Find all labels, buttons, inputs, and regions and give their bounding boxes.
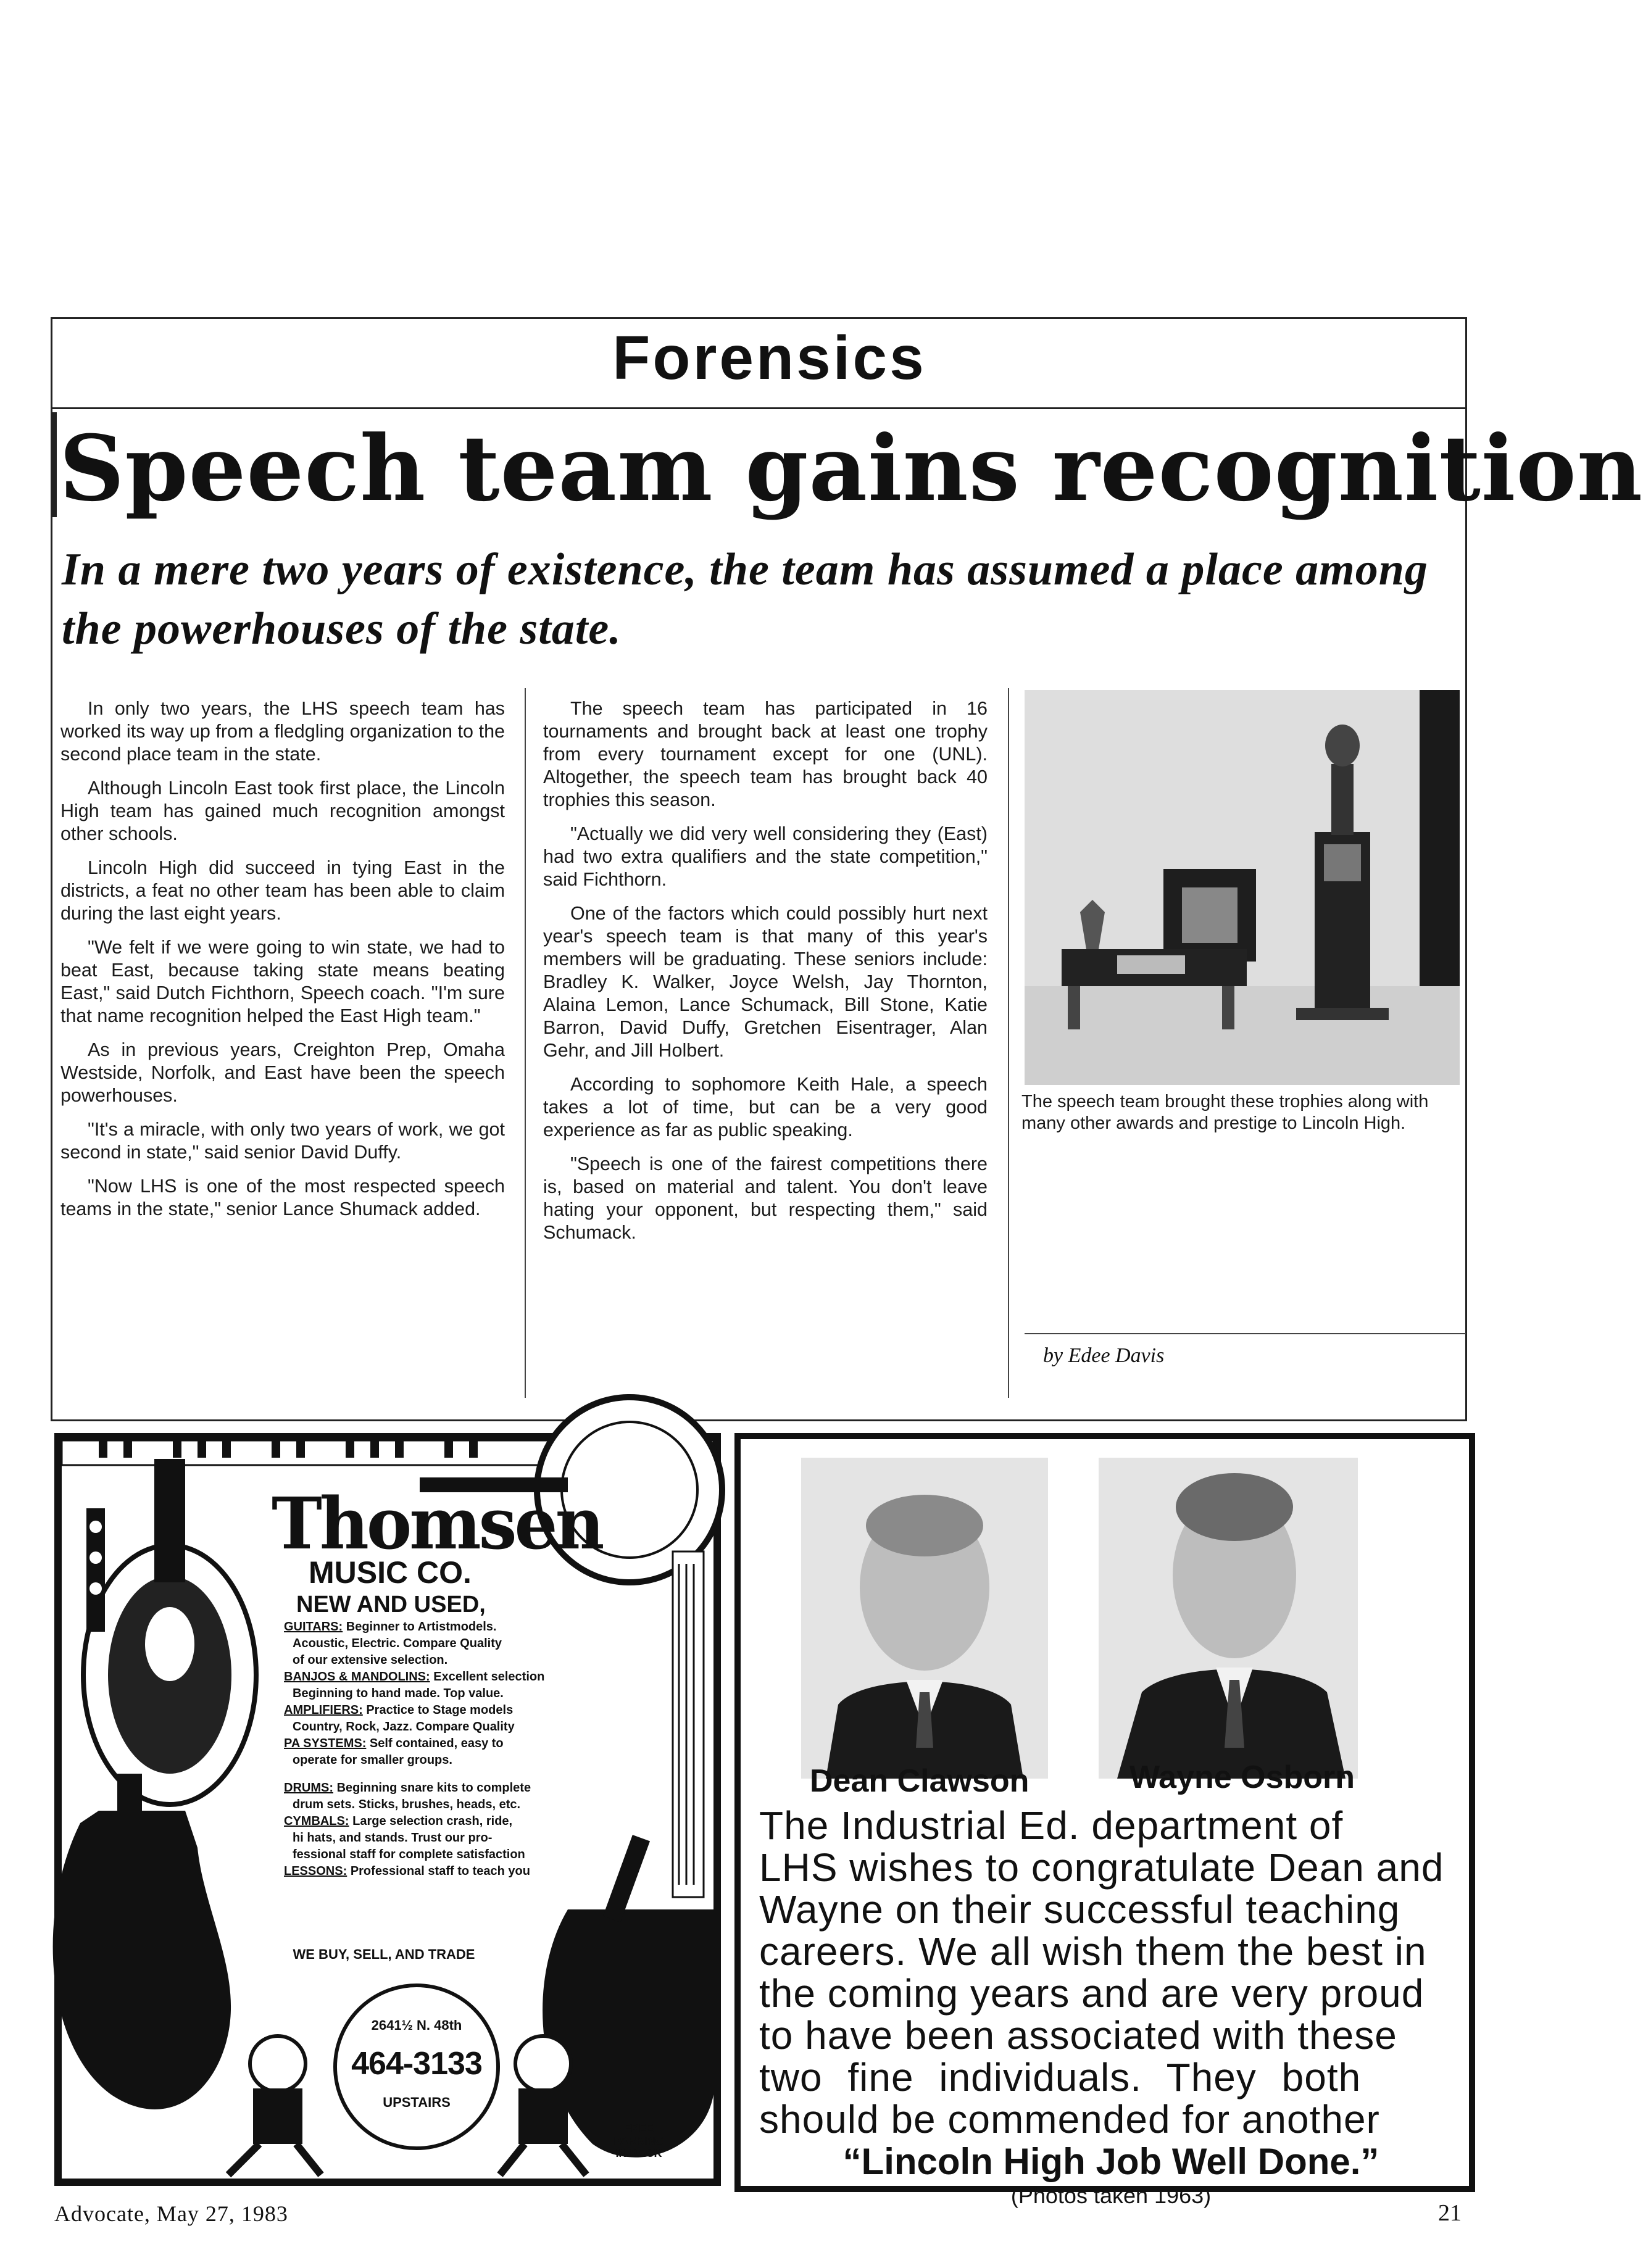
photo-date-note: (Photos taken 1963) [1010,2183,1212,2208]
section-title: Forensics [612,323,926,393]
thomsen-list-item [284,1830,667,1846]
thomsen-list-item [284,1619,667,1635]
article-bottom-rule [51,1419,1467,1421]
thomsen-list-item [284,1703,667,1718]
trophy-photo [1025,690,1460,1085]
name-dean: Dean Clawson [810,1763,1029,1799]
paragraph: Although Lincoln East took first place, the Lincoln High team has gained much recognition amongst other schools. [60,778,505,844]
text-line: should be commended for another [759,2097,1380,2141]
thomsen-list-label: GUITARS: [284,1620,343,1634]
thomsen-list-label: DRUMS: [284,1781,333,1795]
thomsen-list-text: Beginning snare kits to complete [336,1781,531,1795]
thomsen-list-text: Practice to Stage models [366,1703,514,1717]
thomsen-list-item [284,1719,667,1735]
paragraph: One of the factors which could possibly hurt next year's speech team is that many of this year's members will be graduating. These seniors include: Bradley K. Walker, Joyce Welsh, Jay Thornton, Alaina Lemon, Lance Schumack, Bill Stone, Katie Barron, David Duffy, Gretchen Eisentrager, Alan Gehr, and Jill Holbert. [543,903,988,1061]
publication-date: Advocate, May 27, 1983 [54,2201,288,2226]
thomsen-logo: Thomsen [272,1481,602,1566]
thomsen-list-label: LESSONS: [284,1864,347,1878]
paragraph: Lincoln High did succeed in tying East in the districts, a feat no other team has been able to claim during the last eight years. [60,857,505,924]
thomsen-trade-line: WE BUY, SELL, AND TRADE [293,1946,475,1962]
paragraph: According to sophomore Keith Hale, a speech takes a lot of time, but can be a very good experience as far as public speaking. [543,1074,988,1140]
thomsen-list-text: Country, Rock, Jazz. Compare Quality [293,1720,515,1734]
thomsen-list-item [284,1847,667,1863]
thomsen-music-ad [54,1433,721,2186]
paragraph: "It's a miracle, with only two years of work, we got second in state," said senior David Duffy. [60,1119,505,1163]
thomsen-product-list [284,1619,667,1880]
free-parking-line: IN BACK [615,2147,662,2159]
thomsen-list-item [284,1864,667,1879]
thomsen-list-text: of our extensive selection. [293,1653,448,1667]
thomsen-list-label: CYMBALS: [284,1814,349,1828]
dean-clawson-photo [801,1458,1048,1779]
store-address: 2641½ N. 48th [371,2017,462,2033]
subhead: In a mere two years of existence, the team has assumed a place among the powerhouses of the state. [62,544,1428,654]
page-number: 21 [1438,2200,1462,2226]
thomsen-list-text: drum sets. Sticks, brushes, heads, etc. [293,1798,521,1811]
thomsen-list-text: Self contained, easy to [369,1737,504,1750]
article-column-1 [60,697,505,1232]
free-parking-line: FREE [623,2122,654,2135]
store-upstairs: UPSTAIRS [383,2095,451,2110]
paragraph: "Now LHS is one of the most respected speech teams in the state," senior Lance Shumack added. [60,1176,505,1219]
thomsen-list-item [284,1753,667,1768]
headline-bar [51,412,57,517]
thomsen-list-text: Large selection crash, ride, [352,1814,513,1828]
thomsen-list-item [284,1814,667,1829]
article-column-2 [543,697,988,1255]
thomsen-list-text: fessional staff for complete satisfaction [293,1848,525,1861]
paragraph: In only two years, the LHS speech team has worked its way up from a fledgling organization to the second place team in the state. [60,698,505,765]
headline: Speech team gains recognition [59,416,1643,521]
list-gap [284,1769,667,1780]
photo-caption: The speech team brought these trophies along with many other awards and prestige to Lincoln High. [1021,1092,1429,1133]
thomsen-list-item [284,1736,667,1751]
text-line: two fine individuals. They both [759,2055,1362,2100]
thomsen-list-item [284,1797,667,1813]
slogan: “Lincoln High Job Well Done.” [842,2141,1379,2182]
byline: by Edee Davis [1043,1344,1165,1367]
congratulations-text [759,1805,1463,2140]
column-divider [525,688,526,1398]
paragraph: "Actually we did very well considering they (East) had two extra qualifiers and the state competition," said Fichthorn. [543,823,988,890]
thomsen-list-text: Beginning to hand made. Top value. [293,1687,504,1700]
paragraph: As in previous years, Creighton Prep, Omaha Westside, Norfolk, and East have been the speech powerhouses. [60,1039,505,1106]
industrial-ed-ad [734,1433,1475,2208]
free-parking-line: PARKING [614,2135,664,2147]
text-line: to have been associated with these [759,2013,1397,2058]
paragraph: "Speech is one of the fairest competitions there is, based on material and talent. You don't leave hating your opponent, but respecting them," said Schumack. [543,1153,988,1243]
thomsen-tagline: NEW AND USED, [296,1592,486,1618]
title-rule [51,407,1467,409]
byline-rule [1025,1333,1466,1334]
paragraph: "We felt if we were going to win state, we had to beat East, because taking state means beating East," said Dutch Fichthorn, Speech coach. "I'm sure that name recognition helped the East High team." [60,937,505,1026]
thomsen-list-text: hi hats, and stands. Trust our pro- [293,1831,493,1845]
thomsen-list-label: PA SYSTEMS: [284,1737,367,1750]
paragraph: The speech team has participated in 16 tournaments and brought back at least one trophy from every tournament except for one (UNL). Altogether, the speech team has brought back 40 trophies this season. [543,698,988,810]
text-line: LHS wishes to congratulate Dean and [759,1845,1444,1890]
thomsen-list-item [284,1636,667,1651]
thomsen-list-item [284,1780,667,1796]
thomsen-company-name: MUSIC CO. [309,1555,472,1590]
thomsen-list-text: Excellent selection [433,1670,545,1684]
thomsen-list-item [284,1669,667,1685]
thomsen-list-label: BANJOS & MANDOLINS: [284,1670,430,1684]
text-line: careers. We all wish them the best in [759,1929,1427,1974]
column-divider [1008,688,1009,1398]
thomsen-list-text: operate for smaller groups. [293,1753,452,1767]
free-parking-note [605,2122,673,2159]
thomsen-list-text: Beginner to Artistmodels. [346,1620,497,1634]
thomsen-list-label: AMPLIFIERS: [284,1703,363,1717]
text-line: Wayne on their successful teaching [759,1887,1400,1932]
store-phone: 464-3133 [351,2046,482,2082]
thomsen-list-text: Acoustic, Electric. Compare Quality [293,1637,502,1650]
text-line: The Industrial Ed. department of [759,1803,1344,1848]
thomsen-list-text: Professional staff to teach you [350,1864,530,1878]
text-line: the coming years and are very proud [759,1971,1425,2016]
name-wayne: Wayne Osborn [1129,1759,1355,1795]
thomsen-list-item [284,1653,667,1668]
thomsen-list-item [284,1686,667,1701]
wayne-osborn-photo [1099,1458,1358,1779]
